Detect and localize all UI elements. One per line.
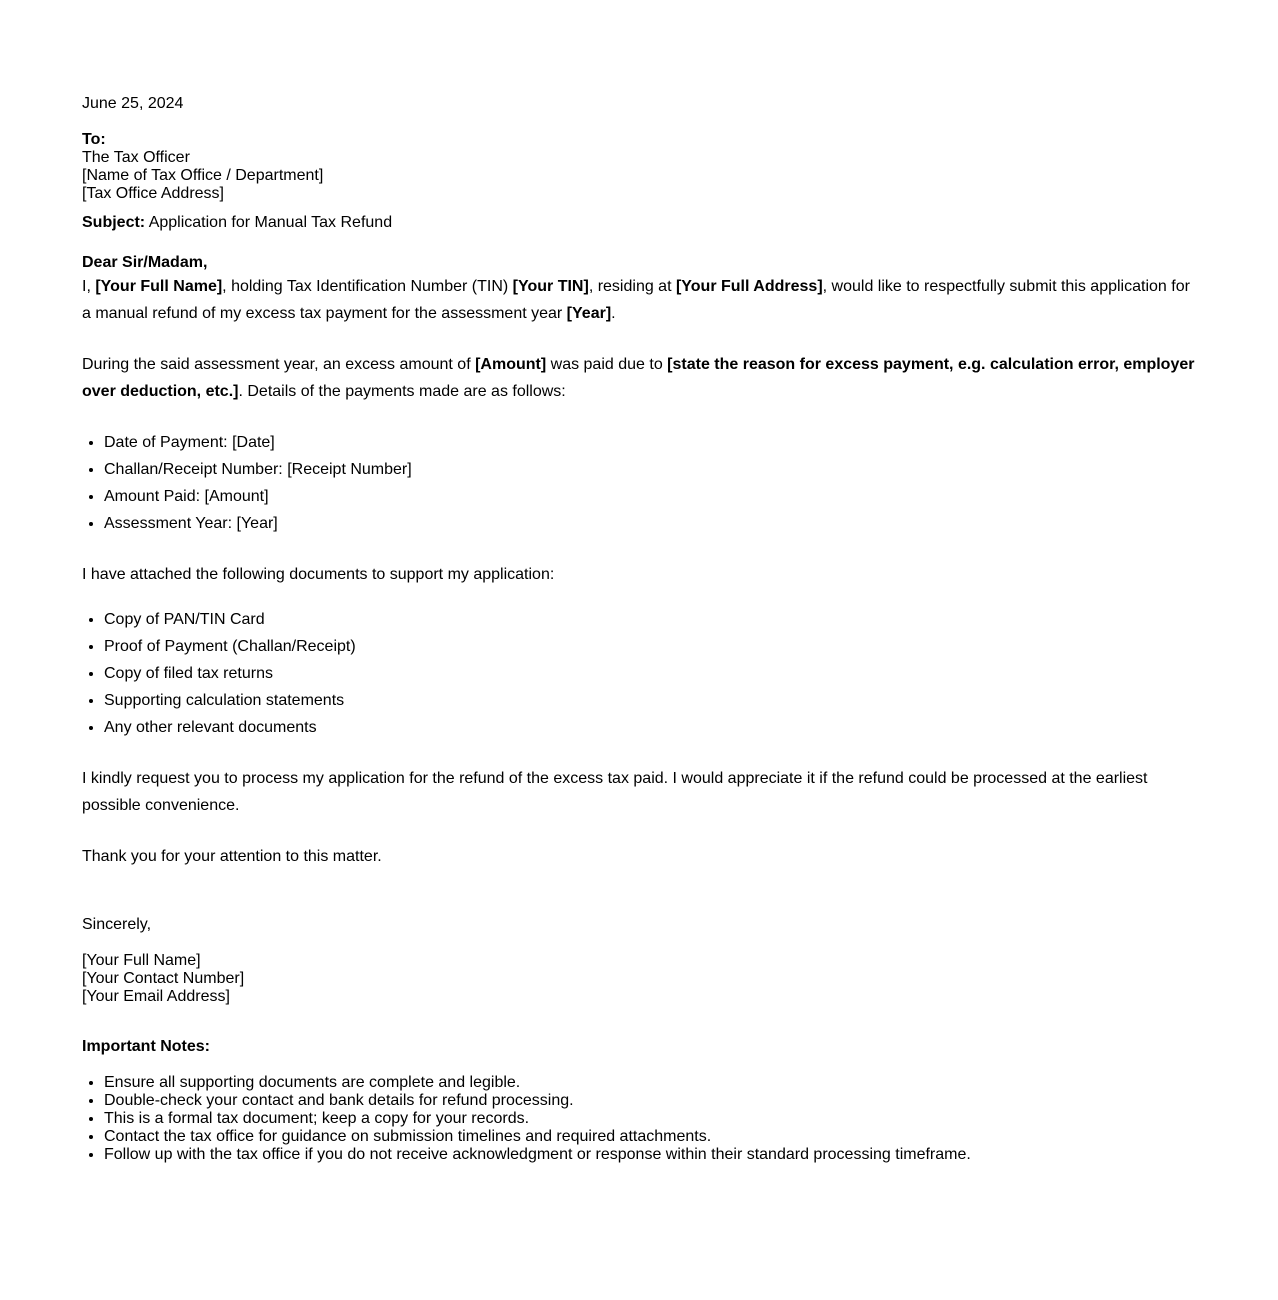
intro-paragraph [82, 273, 1196, 327]
attachments-intro: I have attached the following documents to support my application: [82, 566, 555, 583]
text-run: During the said assessment year, an excess amount of [82, 356, 476, 373]
text-run: was paid due to [546, 356, 668, 373]
placeholder-reason: [state the reason for excess payment, e.g. calculation error, employer over deduction, etc.] [82, 356, 1195, 400]
placeholder-amount: [Amount] [475, 356, 547, 373]
excess-payment-paragraph [82, 351, 1196, 405]
note-item: • Double-check your contact and bank details for refund processing. [104, 1092, 1196, 1110]
signature-line: [Your Contact Number] [82, 970, 245, 987]
list-item: • Supporting calculation statements [104, 687, 1196, 714]
subject-text: Application for Manual Tax Refund [148, 214, 393, 231]
letter-date: June 25, 2024 [82, 95, 184, 112]
subject-label: Subject: [82, 214, 146, 231]
note-item: • Contact the tax office for guidance on submission timelines and required attachments. [104, 1128, 1196, 1146]
subject-line [82, 211, 1196, 235]
note-item: • Follow up with the tax office if you do not receive acknowledgment or response within their standard processing timeframe. [104, 1146, 1196, 1164]
list-item: • Copy of PAN/TIN Card [104, 606, 1196, 633]
text-run: . Details of the payments made are as follows: [238, 383, 566, 400]
attachments-list [82, 606, 1196, 741]
list-item: • Proof of Payment (Challan/Receipt) [104, 633, 1196, 660]
text-run: . [611, 305, 616, 322]
placeholder-full-name: [Your Full Name] [95, 278, 223, 295]
list-item: • Amount Paid: [Amount] [104, 483, 1196, 510]
placeholder-address: [Your Full Address] [675, 278, 823, 295]
recipient-line: [Name of Tax Office / Department] [82, 167, 324, 184]
text-run: , would like to respectfully submit this application for a manual refund of my excess tax payment for the assessment year [82, 278, 1190, 322]
list-item: • Copy of filed tax returns [104, 660, 1196, 687]
recipient-block [82, 131, 1196, 203]
placeholder-year: [Year] [566, 305, 612, 322]
recipient-line: The Tax Officer [82, 149, 190, 166]
salutation: Dear Sir/Madam, [82, 254, 208, 271]
list-item: • Any other relevant documents [104, 714, 1196, 741]
notes-list [82, 1074, 1196, 1164]
signature-line: [Your Email Address] [82, 988, 230, 1005]
list-item: • Assessment Year: [Year] [104, 510, 1196, 537]
signature-line: [Your Full Name] [82, 952, 201, 969]
request-paragraph: I kindly request you to process my application for the refund of the excess tax paid. I would appreciate it if the refund could be processed at the earliest possible convenience. [82, 770, 1148, 814]
note-item: • This is a formal tax document; keep a copy for your records. [104, 1110, 1196, 1128]
text-run: , holding Tax Identification Number (TIN) [222, 278, 513, 295]
to-label: To: [82, 131, 106, 148]
payment-details-list [82, 429, 1196, 537]
closing: Sincerely, [82, 916, 152, 933]
note-item: • Ensure all supporting documents are complete and legible. [104, 1074, 1196, 1092]
placeholder-tin: [Your TIN] [512, 278, 589, 295]
thanks-line: Thank you for your attention to this matter. [82, 848, 382, 865]
text-run: I, [82, 278, 96, 295]
list-item: • Date of Payment: [Date] [104, 429, 1196, 456]
recipient-line: [Tax Office Address] [82, 185, 224, 202]
text-run: , residing at [588, 278, 676, 295]
notes-title: Important Notes: [82, 1038, 210, 1055]
list-item: • Challan/Receipt Number: [Receipt Number] [104, 456, 1196, 483]
signature-block [82, 952, 1196, 1006]
